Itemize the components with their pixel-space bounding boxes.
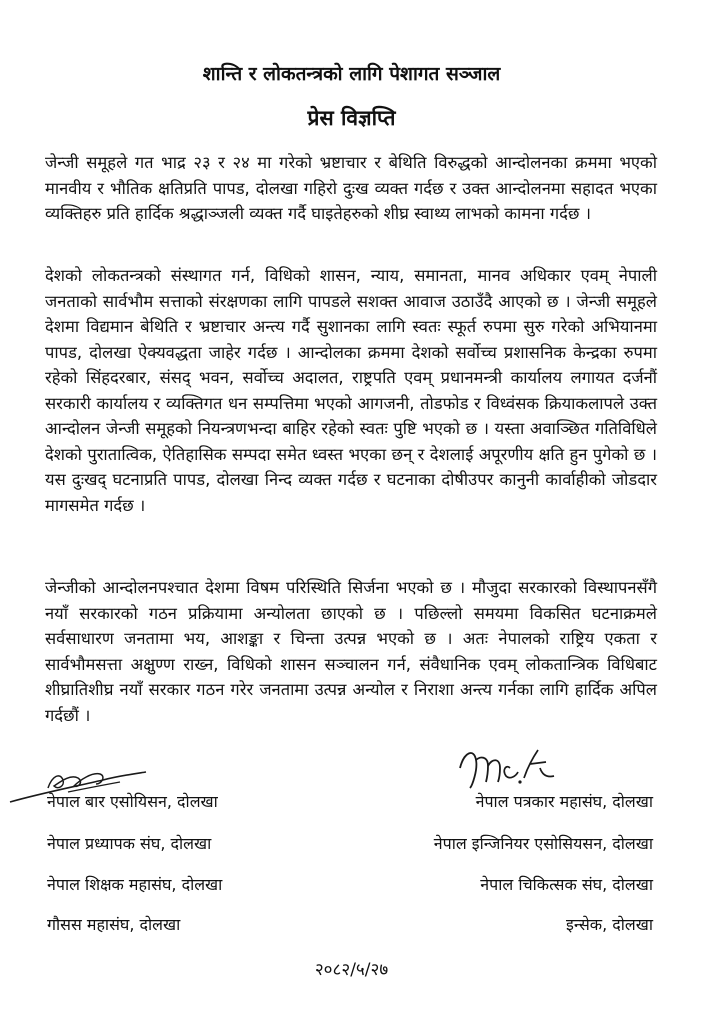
signatory-left-1: नेपाल बार एसोयिसन, दोलखा <box>47 792 218 811</box>
signatory-left-4: गौसस महासंघ, दोलखा <box>47 915 181 934</box>
document-date: २०८२/५/२७ <box>314 960 389 980</box>
signatory-right-4: इन्सेक, दोलखा <box>565 915 653 934</box>
paragraph-1: जेन्जी समूहले गत भाद्र २३ र २४ मा गरेको भ्रष्टाचार र बेथिति विरुद्धको आन्दोलनका क्रममा भएको मानवीय र भौतिक क्षतिप्रति पापड, दोलखा गहिरो दुःख व्यक्त गर्दछ र उक्त आन्दोलनमा सहादत भएका व्यक्तिहरु प्रति हार्दिक श्रद्धाञ्जली व्यक्त गर्दै घाइतेहरुको शीघ्र स्वाथ्य लाभको कामना गर्दछ । <box>45 153 657 223</box>
signatory-right-3: नेपाल चिकित्सक संघ, दोलखा <box>480 875 653 894</box>
paragraph-3: जेन्जीको आन्दोलनपश्चात देशमा विषम परिस्थिति सिर्जना भएको छ । मौजुदा सरकारको विस्थापनसँगै नयाँ सरकारको गठन प्रक्रियामा अन्योलता छाएको छ । पछिल्लो समयमा विकसित घटनाक्रमले सर्वसाधारण जनतामा भय, आशङ्का र चिन्ता उत्पन्न भएको छ । अतः नेपालको राष्ट्रिय एकता र सार्वभौमसत्ता अक्षुण्ण राख्न, विधिको शासन सञ्चालन गर्न, संवैधानिक एवम् लोकतान्त्रिक विधिबाट शीघ्रातिशीघ्र नयाँ सरकार गठन गरेर जनतामा उत्पन्न अन्योल र निराशा अन्त्य गर्नका लागि हार्दिक अपिल गर्दछौं । <box>45 578 657 725</box>
right-signature <box>450 738 560 798</box>
document-subtitle: प्रेस विज्ञप्ति <box>307 106 396 130</box>
document-title: शान्ति र लोकतन्त्रको लागि पेशागत सञ्जाल <box>202 63 501 85</box>
signatory-left-2: नेपाल प्रध्यापक संघ, दोलखा <box>47 834 212 853</box>
signatory-left-3: नेपाल शिक्षक महासंघ, दोलखा <box>47 875 223 894</box>
signatory-right-2: नेपाल इन्जिनियर एसोसियसन, दोलखा <box>433 834 653 853</box>
paragraph-2: देशको लोकतन्त्रको संस्थागत गर्न, विधिको शासन, न्याय, समानता, मानव अधिकार एवम् नेपाली जनताको सार्वभौम सत्ताको संरक्षणका लागि पापडले सशक्त आवाज उठाउँदै आएको छ । जेन्जी समूहले देशमा विद्यमान बेथिति र भ्रष्टाचार अन्त्य गर्दै सुशानका लागि स्वतः स्फूर्त रुपमा सुरु गरेको अभियानमा पापड, दोलखा ऐक्यवद्धता जाहेर गर्दछ । आन्दोलका क्रममा देशको सर्वोच्च प्रशासनिक केन्द्रका रुपमा रहेको सिंहदरबार, संसद् भवन, सर्वोच्च अदालत, राष्ट्रपति एवम् प्रधानमन्त्री कार्यालय लगायत दर्जनौं सरकारी कार्यालय र व्यक्तिगत धन सम्पत्तिमा भएको आगजनी, तोडफोड र विध्वंसक क्रियाकलापले उक्त आन्दोलन जेन्जी समूहको नियन्त्रणभन्दा बाहिर रहेको स्वतः पुष्टि भएको छ । यस्ता अवाञ्छित गतिविधिले देशको पुरातात्विक, ऐतिहासिक सम्पदा समेत ध्वस्त भएका छन् र देशलाई अपूरणीय क्षति हुन पुगेको छ । यस दुःखद् घटनाप्रति पापड, दोलखा निन्द व्यक्त गर्दछ र घटनाका दोषीउपर कानुनी कार्वाहीको जोडदार मागसमेत गर्दछ । <box>45 266 657 515</box>
signatory-right-1: नेपाल पत्रकार महासंघ, दोलखा <box>475 792 653 811</box>
